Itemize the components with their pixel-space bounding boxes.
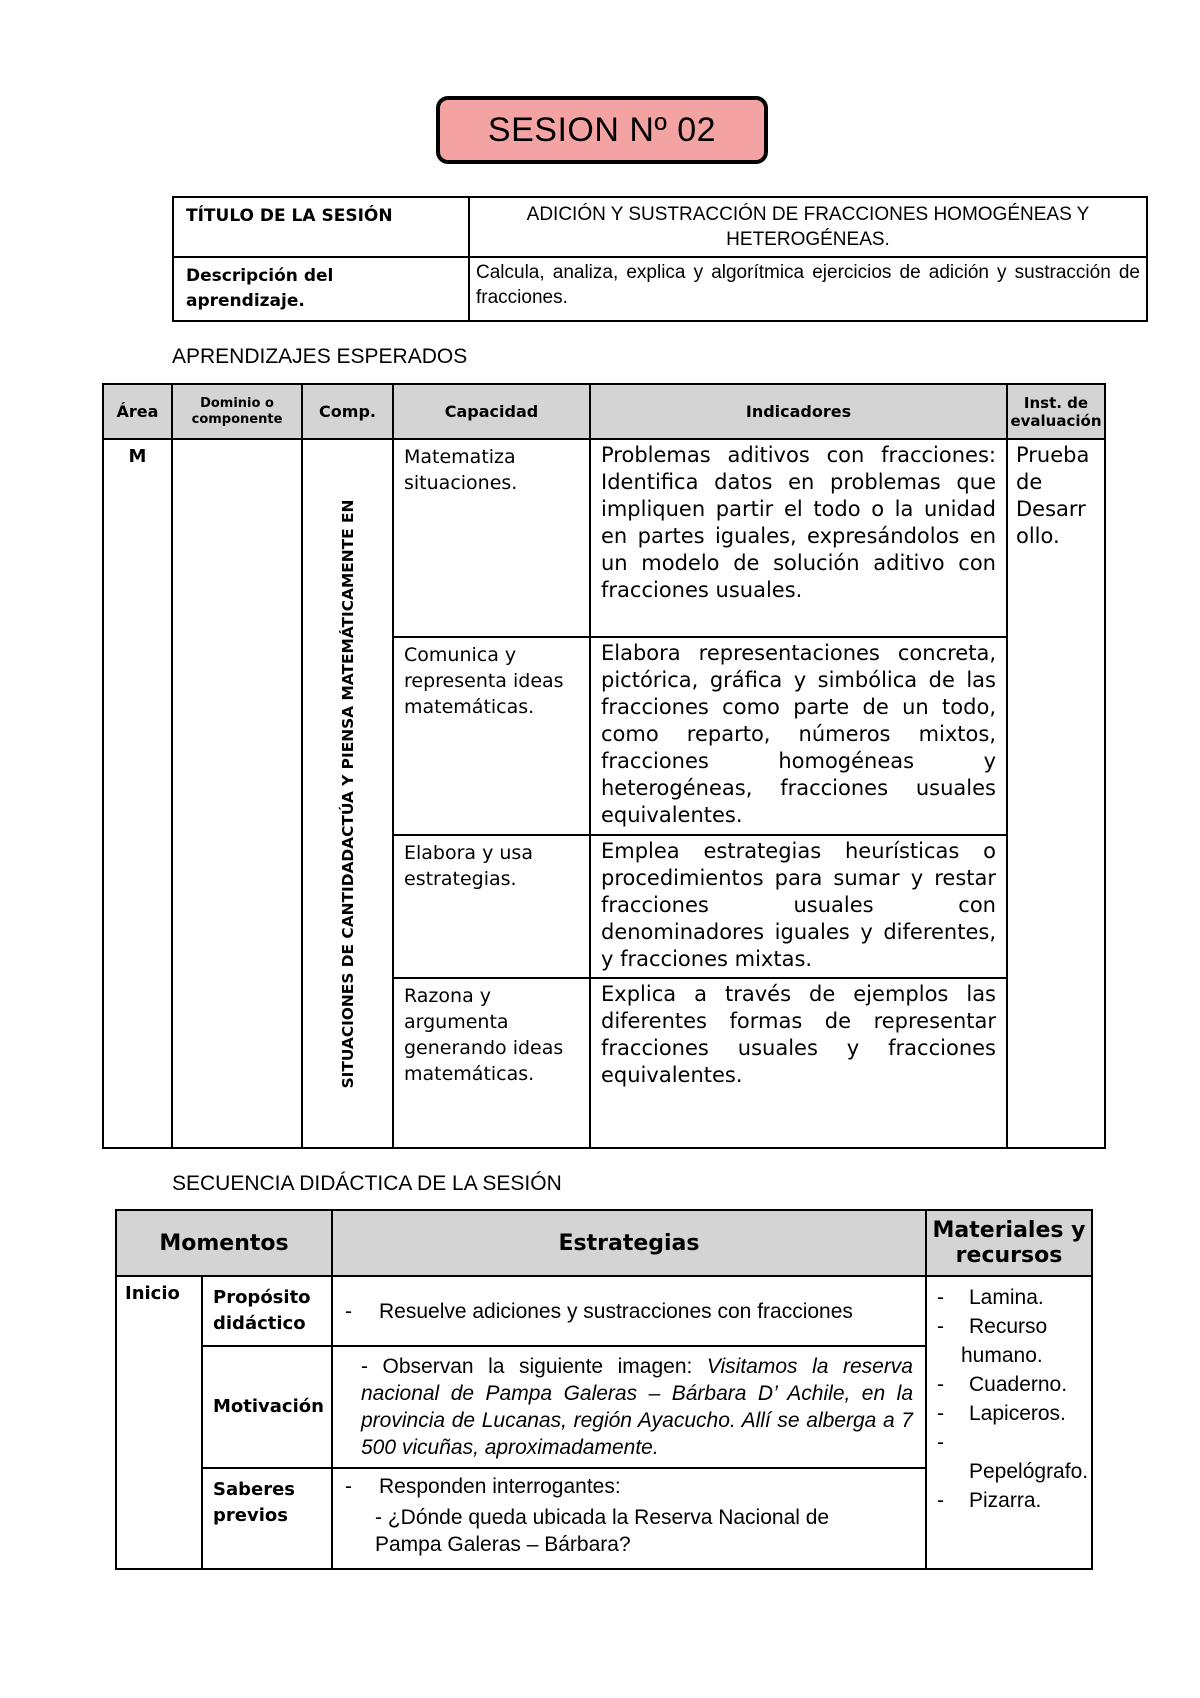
sequence-heading: SECUENCIA DIDÁCTICA DE LA SESIÓN [172, 1172, 562, 1195]
indicator-cell: Explica a través de ejemplos las diferentes formas de representar fracciones usuales y fracciones equivalentes. [590, 978, 1007, 1148]
header-moments: Momentos [116, 1210, 332, 1276]
strategy-text: Responden interrogantes: [379, 1475, 621, 1498]
competence-text: SITUACIONES DE CANTIDADACTÚA Y PIENSA MATEMÁTICAMENTE EN [338, 499, 357, 1088]
header-capacity: Capacidad [393, 384, 590, 439]
header-indicators: Indicadores [590, 384, 1007, 439]
header-domain: Dominio o componente [172, 384, 302, 439]
header-comp: Comp. [302, 384, 393, 439]
sub-moment: Propósito didáctico [202, 1276, 332, 1346]
header-strategies: Estrategias [332, 1210, 926, 1276]
capacity-cell: Comunica y representa ideas matemáticas. [393, 637, 590, 835]
materials-cell [926, 1276, 1092, 1569]
material-dash: - [937, 1402, 944, 1425]
strategy-dash: - [345, 1299, 352, 1323]
learning-table [102, 383, 1106, 1149]
header-materials: Materiales y recursos [926, 1210, 1092, 1276]
strategy-cell [332, 1346, 926, 1468]
learning-heading: APRENDIZAJES ESPERADOS [172, 345, 468, 368]
material-dash: - [937, 1315, 944, 1338]
instrument-value: Prueba de Desarr ollo. [1007, 439, 1105, 1148]
sub-moment: Motivación [202, 1346, 332, 1468]
materials-list [937, 1283, 1089, 1515]
material-item [937, 1283, 1081, 1312]
description-label: Descripción del aprendizaje. [173, 257, 469, 321]
material-item [937, 1428, 1089, 1486]
strategy-cell [332, 1468, 926, 1569]
sub-moment: Saberes previos [202, 1468, 332, 1569]
moment-inicio: Inicio [116, 1276, 202, 1569]
material-item [937, 1399, 1081, 1428]
material-dash: - [937, 1286, 944, 1309]
domain-value [172, 439, 302, 1148]
indicator-cell: Problemas aditivos con fracciones: Identifica datos en problemas que impliquen partir el todo o la unidad en partes iguales, expresándolos en un modelo de solución aditivo con fracciones usuales. [590, 439, 1007, 637]
title-label: TÍTULO DE LA SESIÓN [173, 197, 469, 257]
material-text: Recurso humano. [961, 1315, 1048, 1367]
session-info-table [172, 196, 1148, 322]
strategy-text: Observan la siguiente imagen: [382, 1355, 693, 1378]
material-dash: - [937, 1431, 944, 1454]
capacity-cell: Razona y argumenta generando ideas matemáticas. [393, 978, 590, 1148]
material-text: Cuaderno. [969, 1373, 1068, 1396]
material-text: Pizarra. [969, 1489, 1042, 1512]
material-item [937, 1312, 1081, 1370]
title-value: ADICIÓN Y SUSTRACCIÓN DE FRACCIONES HOMOGÉNEAS Y HETEROGÉNEAS. [469, 197, 1147, 257]
header-area: Área [103, 384, 172, 439]
strategy-text: Resuelve adiciones y sustracciones con fracciones [379, 1299, 853, 1323]
indicator-cell: Emplea estrategias heurísticas o procedimientos para sumar y restar fracciones usuales con denominadores iguales y diferentes, y fracciones mixtas. [590, 835, 1007, 978]
indicator-cell: Elabora representaciones concreta, pictórica, gráfica y simbólica de las fracciones como parte de un todo, como reparto, números mixtos, fracciones homogéneas y heterogéneas, fracciones usuales equivalentes. [590, 637, 1007, 835]
session-title: SESION Nº 02 [436, 96, 768, 164]
strategy-cell [332, 1276, 926, 1346]
strategy-dash: - [345, 1475, 352, 1498]
material-item [937, 1370, 1081, 1399]
strategy-dash: - [361, 1355, 368, 1378]
strategy-question: - ¿Dónde queda ubicada la Reserva Nacional de Pampa Galeras – Bárbara? [375, 1506, 830, 1556]
material-text: Lamina. [969, 1286, 1044, 1309]
header-inst: Inst. de evaluación [1007, 384, 1105, 439]
material-item [937, 1486, 1081, 1515]
area-value: M [103, 439, 172, 1148]
competence-cell [302, 439, 393, 1148]
capacity-cell: Elabora y usa estrategias. [393, 835, 590, 978]
material-dash: - [937, 1373, 944, 1396]
material-text: Pepelógrafo. [969, 1460, 1089, 1483]
strategy-italic-text: Visitamos la reserva nacional de Pampa Galeras – Bárbara D’ Achile, en la provincia de Lucanas, región Ayacucho. Allí se alberga a 7 500 vicuñas, aproximadamente. [361, 1355, 913, 1459]
material-text: Lapiceros. [969, 1402, 1066, 1425]
capacity-cell: Matematiza situaciones. [393, 439, 590, 637]
material-dash: - [937, 1489, 944, 1512]
description-value: Calcula, analiza, explica y algorítmica ejercicios de adición y sustracción de fracciones. [469, 257, 1147, 321]
sequence-table [115, 1209, 1093, 1570]
